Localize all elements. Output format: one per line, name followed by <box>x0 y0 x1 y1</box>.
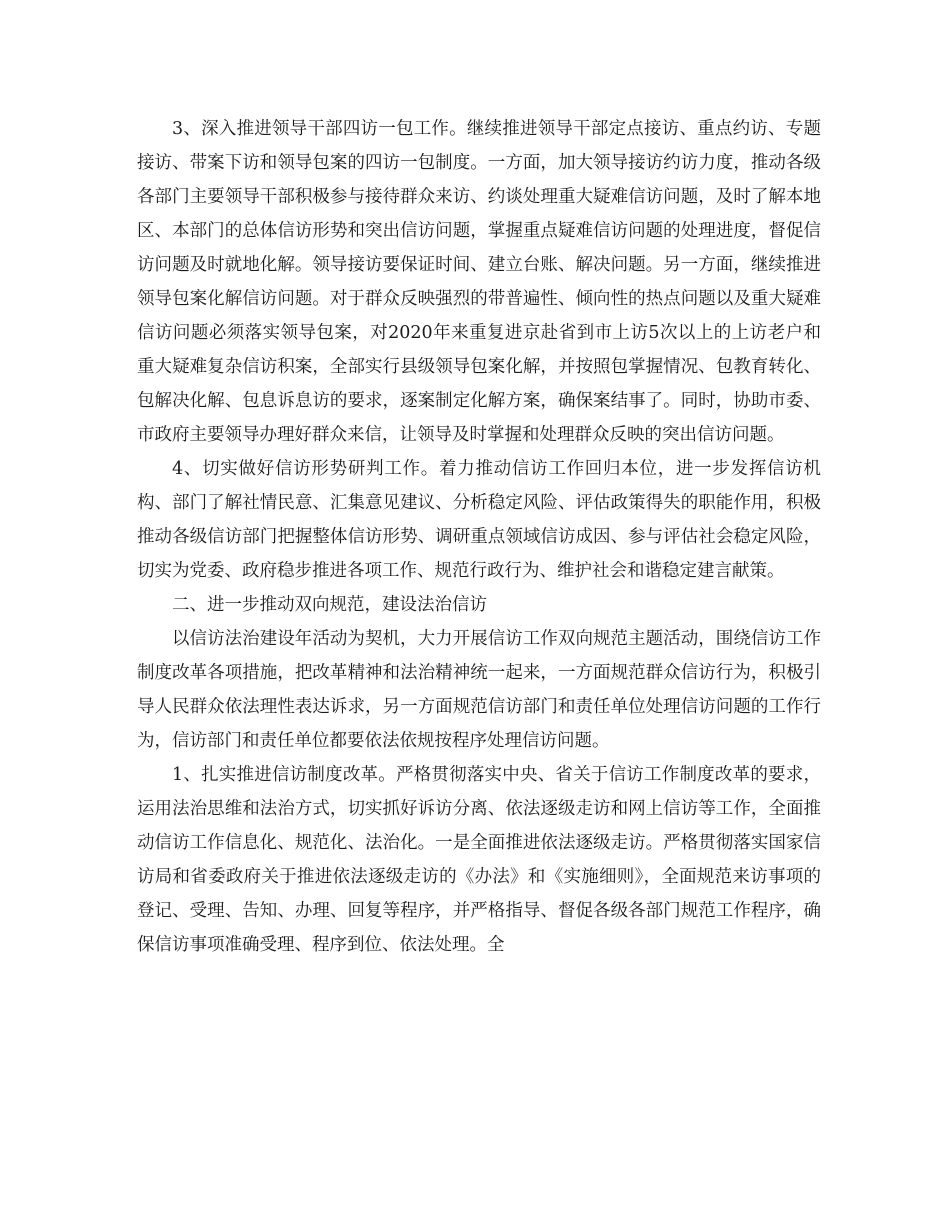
paragraph-dual-regulation: 以信访法治建设年活动为契机，大力开展信访工作双向规范主题活动，围绕信访工作制度改革各项措施，把改革精神和法治精神统一起来，一方面规范群众信访行为，积极引导人民群众依法理性表达诉求，另一方面规范信访部门和责任单位处理信访问题的工作行为，信访部门和责任单位都要依法依规按程序处理信访问题。 <box>137 629 821 751</box>
section-heading-rule-of-law: 二、进一步推动双向规范，建设法治信访 <box>172 595 487 615</box>
paragraph-situation-analysis: 4、切实做好信访形势研判工作。着力推动信访工作回归本位，进一步发挥信访机构、部门了解社情民意、汇集意见建议、分析稳定风险、评估政策得失的职能作用，积极推动各级信访部门把握整体信访形势、调研重点领域信访成因、参与评估社会稳定风险，切实为党委、政府稳步推进各项工作、规范行政行为、维护社会和谐稳定建言献策。 <box>137 459 821 581</box>
document-body <box>137 112 821 962</box>
paragraph-system-reform: 1、扎实推进信访制度改革。严格贯彻落实中央、省关于信访工作制度改革的要求，运用法治思维和法治方式，切实抓好诉访分离、依法逐级走访和网上信访等工作，全面推动信访工作信息化、规范化、法治化。一是全面推进依法逐级走访。严格贯彻落实国家信访局和省委政府关于推进依法逐级走访的《办法》和《实施细则》，全面规范来访事项的登记、受理、告知、办理、回复等程序，并严格指导、督促各级各部门规范工作程序，确保信访事项准确受理、程序到位、依法处理。全 <box>137 765 821 955</box>
paragraph-leader-visits: 3、深入推进领导干部四访一包工作。继续推进领导干部定点接访、重点约访、专题接访、带案下访和领导包案的四访一包制度。一方面，加大领导接访约访力度，推动各级各部门主要领导干部积极参与接待群众来访、约谈处理重大疑难信访问题，及时了解本地区、本部门的总体信访形势和突出信访问题，掌握重点疑难信访问题的处理进度，督促信访问题及时就地化解。领导接访要保证时间、建立台账、解决问题。另一方面，继续推进领导包案化解信访问题。对于群众反映强烈的带普遍性、倾向性的热点问题以及重大疑难信访问题必须落实领导包案，对2020年来重复进京赴省到市上访5次以上的上访老户和重大疑难复杂信访积案，全部实行县级领导包案化解，并按照包掌握情况、包教育转化、包解决化解、包息诉息访的要求，逐案制定化解方案，确保案结事了。同时，协助市委、市政府主要领导办理好群众来信，让领导及时掌握和处理群众反映的突出信访问题。 <box>137 119 821 445</box>
